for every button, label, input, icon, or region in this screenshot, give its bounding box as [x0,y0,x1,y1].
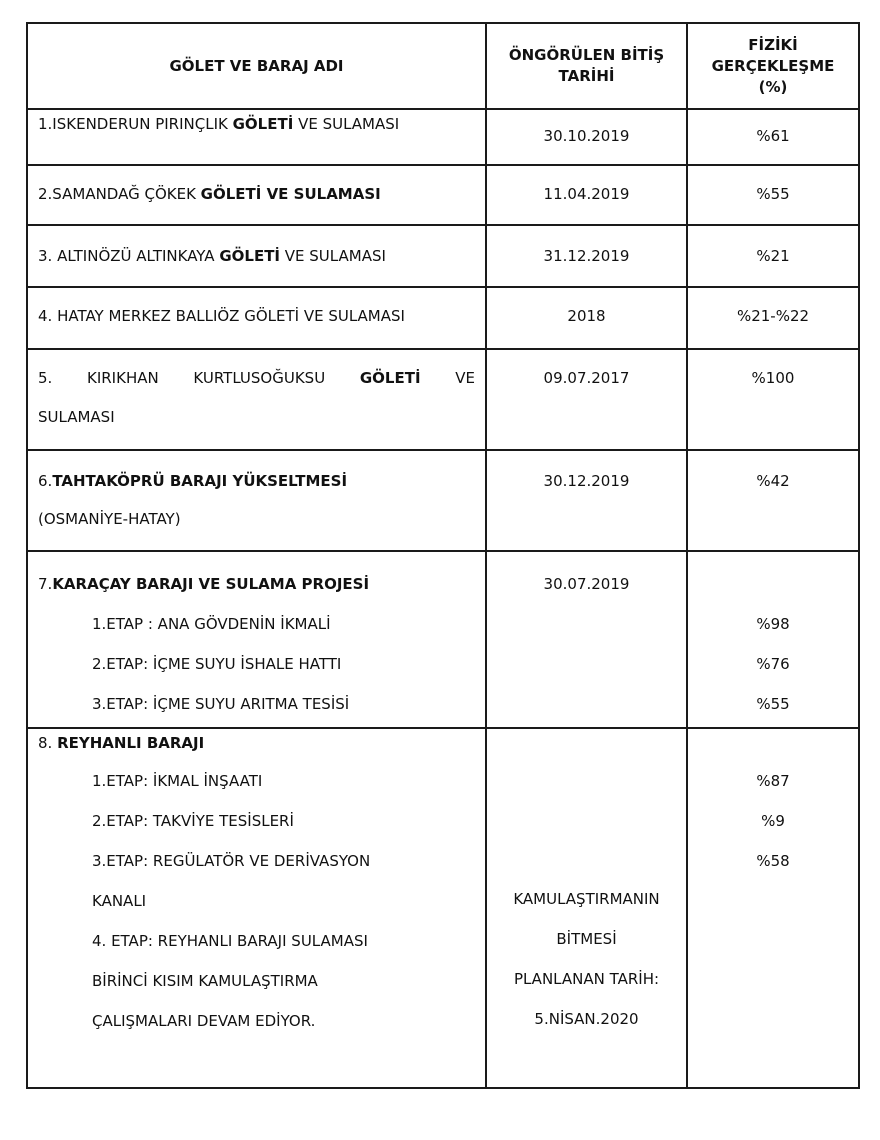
stage-label: 3.ETAP: REGÜLATÖR VE DERİVASYON [92,852,371,870]
project-name-cell [27,349,486,450]
finish-date-cell [486,349,687,450]
finish-date: 30.12.2019 [543,472,630,490]
table-row [27,349,859,450]
progress-value: %21 [756,247,790,265]
project-name-line2: (OSMANİYE-HATAY) [38,510,181,528]
header-date-line2: TARİHİ [558,67,615,85]
project-name-cell [27,450,486,551]
progress-value: %42 [756,472,790,490]
header-progress [687,23,859,109]
header-progress-line1: FİZİKİ [748,35,798,54]
table-row [27,551,859,728]
progress-value: %100 [751,369,795,387]
progress-value: %55 [756,185,790,203]
project-name: 6.TAHTAKÖPRÜ BARAJI YÜKSELTMESİ [38,472,348,490]
progress-cell [687,551,859,728]
stage-label: 3.ETAP: İÇME SUYU ARITMA TESİSİ [92,695,350,713]
progress-value: %98 [756,615,790,633]
header-name-text: GÖLET VE BARAJ ADI [169,56,344,75]
project-name-cell [27,287,486,349]
finish-date-cell [486,165,687,225]
stage-label-line2: KANALI [92,892,147,910]
finish-date: 30.07.2019 [543,575,630,593]
progress-cell [687,225,859,287]
progress-value: %87 [756,772,790,790]
project-name-cell [27,225,486,287]
progress-value: %9 [761,812,785,830]
progress-cell [687,349,859,450]
stage-label: 2.ETAP: İÇME SUYU İSHALE HATTI [92,655,342,673]
project-name: 7.KARAÇAY BARAJI VE SULAMA PROJESİ [38,575,370,593]
finish-date-cell [486,225,687,287]
table-row [27,165,859,225]
stage-label: 1.ETAP : ANA GÖVDENİN İKMALİ [92,615,331,633]
project-name: 5. KIRIKHAN KURTLUSOĞUKSU GÖLETİ VE [38,369,475,387]
progress-value: %55 [756,695,790,713]
header-row [27,23,859,109]
finish-date: 2018 [567,307,606,325]
project-name-cell [27,728,486,1088]
header-date [486,23,687,109]
progress-cell [687,109,859,165]
project-name: 1.ISKENDERUN PIRINÇLIK GÖLETİ VE SULAMASI [38,115,400,133]
finish-date: 09.07.2017 [543,369,630,387]
progress-cell [687,287,859,349]
project-name: 3. ALTINÖZÜ ALTINKAYA GÖLETİ VE SULAMASI [38,247,386,265]
finish-date-cell [486,551,687,728]
progress-value: %76 [756,655,790,673]
finish-date-note: BİTMESİ [556,930,617,948]
finish-date: 30.10.2019 [543,127,630,145]
project-name-line2: SULAMASI [38,408,115,426]
header-progress-line2: GERÇEKLEŞME [711,56,835,75]
finish-date-cell [486,728,687,1088]
header-name [27,23,486,109]
stage-label-line2: BİRİNCİ KISIM KAMULAŞTIRMA [92,972,318,990]
stage-label: 2.ETAP: TAKVİYE TESİSLERİ [92,812,294,830]
finish-date-note: 5.NİSAN.2020 [534,1010,639,1028]
project-name: 2.SAMANDAĞ ÇÖKEK GÖLETİ VE SULAMASI [38,185,381,203]
finish-date-cell [486,450,687,551]
finish-date-cell [486,109,687,165]
progress-value: %61 [756,127,790,145]
table-row [27,728,859,1088]
finish-date: 31.12.2019 [543,247,630,265]
finish-date-note: KAMULAŞTIRMANIN [513,890,660,908]
project-name: 8. REYHANLI BARAJI [38,734,205,752]
progress-value: %58 [756,852,790,870]
stage-label-line3: ÇALIŞMALARI DEVAM EDİYOR. [92,1012,316,1030]
project-name: 4. HATAY MERKEZ BALLIÖZ GÖLETİ VE SULAMASI [38,307,405,325]
table-row [27,287,859,349]
project-name-cell [27,551,486,728]
project-name-cell [27,165,486,225]
table-row [27,450,859,551]
stage-label: 4. ETAP: REYHANLI BARAJI SULAMASI [92,932,368,950]
table-row [27,109,859,165]
finish-date: 11.04.2019 [543,185,630,203]
finish-date-cell [486,287,687,349]
progress-cell [687,450,859,551]
stage-label: 1.ETAP: İKMAL İNŞAATI [92,772,263,790]
table-row [27,225,859,287]
dam-project-table [26,22,860,1089]
header-progress-line3: (%) [758,77,788,96]
header-date-line1: ÖNGÖRÜLEN BİTİŞ [508,46,665,64]
progress-value: %21-%22 [736,307,810,325]
project-name-cell [27,109,486,165]
finish-date-note: PLANLANAN TARİH: [513,970,660,988]
progress-cell [687,728,859,1088]
progress-cell [687,165,859,225]
